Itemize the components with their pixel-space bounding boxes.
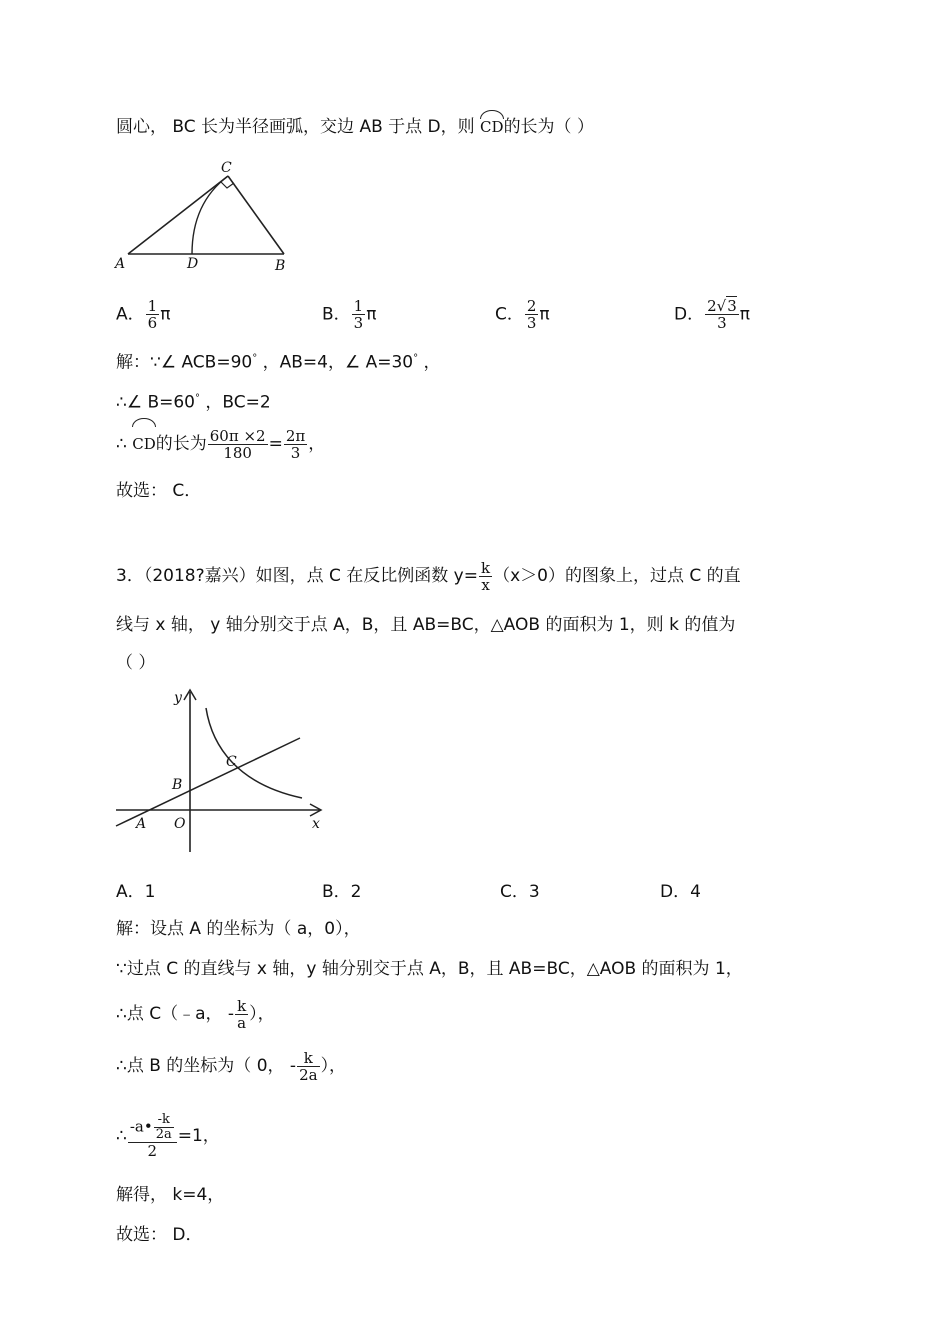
q2-solution-line2: ∴∠ B=60° ，BC=2 — [116, 392, 271, 413]
arc-cd-solution: CD — [132, 424, 156, 464]
q3-option-c[interactable]: C．3 — [500, 882, 540, 902]
q2-option-c[interactable]: C． $\frac{2}{3}$ π — [495, 297, 550, 332]
q2-option-b[interactable]: B． $\frac{1}{3}$ π — [322, 297, 377, 332]
hyperbola-figure — [112, 686, 332, 856]
label-a: A — [115, 256, 126, 272]
axis-y-label: y — [174, 690, 182, 706]
q2-stem-a: 圆心， BC 长为半径画弧，交边 AB 于点 D，则 — [116, 117, 481, 137]
triangle-figure — [110, 158, 300, 276]
q3-solution-line6: 解得， k=4， — [116, 1185, 225, 1205]
q3-option-d[interactable]: D．4 — [660, 882, 701, 902]
axis-x-label: x — [312, 816, 320, 832]
label-c: C — [226, 754, 237, 770]
q3-solution-line4: ∴点 B 的坐标为（ 0， - $\frac{k}{2a}$ ）， — [116, 1048, 347, 1084]
label-d: D — [187, 256, 199, 272]
label-a: A — [136, 816, 147, 832]
label-c: C — [221, 160, 232, 176]
q3-stem-line1: 3．（2018?嘉兴）如图，点 C 在反比例函数 y= $\frac{k}{x}$ （x＞0）的图象上，过点 C 的直 — [116, 558, 741, 594]
q2-option-a[interactable]: A． $\frac{1}{6}$ π — [116, 297, 171, 332]
q3-solution-line1: 解：设点 A 的坐标为（ a，0）， — [116, 919, 361, 939]
q3-option-b[interactable]: B．2 — [322, 882, 362, 902]
q2-solution-line1: 解：∵∠ ACB=90° ，AB=4，∠ A=30° ， — [116, 352, 441, 373]
q3-solution-line5: ∴ -a• $\frac{-k}{2a}$ 2 =1， — [116, 1112, 220, 1160]
label-b: B — [275, 258, 286, 274]
label-o: O — [174, 816, 186, 832]
label-b: B — [172, 777, 183, 793]
q3-stem-line3: （ ） — [116, 653, 156, 673]
q3-answer: 故选： D． — [116, 1225, 203, 1245]
q3-solution-line2: ∵过点 C 的直线与 x 轴，y 轴分别交于点 A，B，且 AB=BC，△AOB 的面积为 1， — [116, 959, 743, 979]
q3-stem-line2: 线与 x 轴， y 轴分别交于点 A，B，且 AB=BC，△AOB 的面积为 1，则 k 的值为 — [116, 615, 736, 635]
q3-option-a[interactable]: A．1 — [116, 882, 156, 902]
q3-solution-line3: ∴点 C（﹣a， - $\frac{k}{a}$ ）， — [116, 996, 275, 1032]
q2-option-d[interactable]: D． $\frac{2√3}{3}$ π — [674, 297, 750, 332]
q2-stem-b: 的长为（ ） — [503, 117, 594, 137]
arc-cd: CD — [480, 118, 504, 136]
q2-stem — [116, 116, 594, 138]
q2-answer: 故选： C． — [116, 481, 202, 501]
q2-solution-line3: ∴ CD的长为 $\frac{60\pi \times 2}{180}$ = $\frac{2\pi}{3}$ ， — [116, 424, 325, 464]
